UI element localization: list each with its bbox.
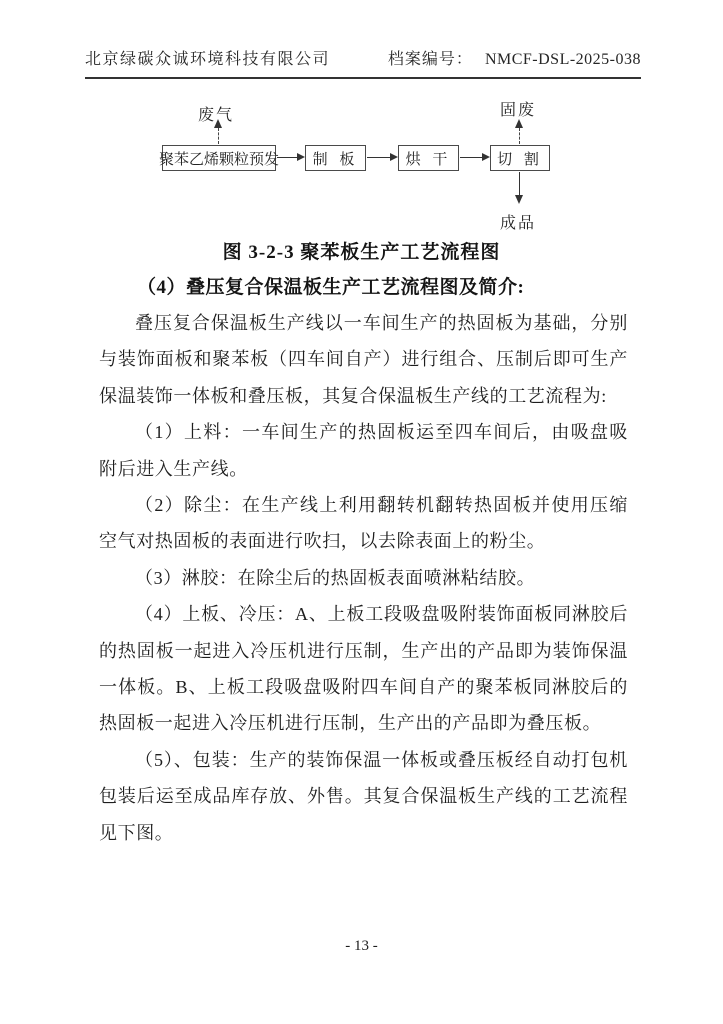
- body-text: [99, 305, 628, 851]
- arrow-right-icon: [460, 157, 482, 158]
- archive-label: 档案编号：: [387, 51, 473, 68]
- archive-number: NMCF-DSL-2025-038: [484, 51, 641, 68]
- waste-gas-label: 废气: [198, 107, 235, 124]
- figure-caption: 图 3-2-3 聚苯板生产工艺流程图: [222, 242, 501, 263]
- flow-step-pre-expansion: 聚苯乙烯颗粒预发: [162, 145, 276, 171]
- dashed-arrow-up-icon: [519, 128, 520, 144]
- page-number: - 13 -: [345, 938, 378, 954]
- section-heading: （4）叠压复合保温板生产工艺流程图及简介:: [137, 277, 525, 298]
- paragraph-intro: 叠压复合保温板生产线以一车间生产的热固板为基础，分别与装饰面板和聚苯板（四车间自产）进行组合、压制后即可生产保温装饰一体板和叠压板，其复合保温板生产线的工艺流程为:: [99, 313, 628, 406]
- flow-step-cutting: 切 割: [490, 145, 550, 171]
- flow-step-board-making: 制 板: [305, 145, 366, 171]
- paragraph-step-1: （1）上料：一车间生产的热固板运至四车间后，由吸盘吸附后进入生产线。: [99, 422, 628, 479]
- product-label: 成品: [500, 215, 537, 232]
- archive-number-group: [388, 46, 641, 69]
- solid-waste-label: 固废: [500, 102, 537, 119]
- paragraph-step-3: （3）淋胶：在除尘后的热固板表面喷淋粘结胶。: [135, 567, 536, 588]
- arrow-down-icon: [519, 172, 520, 196]
- arrow-right-icon: [367, 157, 390, 158]
- flow-step-drying: 烘 干: [398, 145, 459, 171]
- page-header: [85, 46, 641, 79]
- process-flowchart: [0, 95, 723, 235]
- paragraph-step-5: （5）、包装：生产的装饰保温一体板或叠压板经自动打包机包装后运至成品库存放、外售。其复合保温板生产线的工艺流程见下图。: [99, 749, 628, 843]
- paragraph-step-2: （2）除尘：在生产线上利用翻转机翻转热固板并使用压缩空气对热固板的表面进行吹扫，以去除表面上的粉尘。: [99, 495, 628, 552]
- paragraph-step-4: （4）上板、冷压：A、上板工段吸盘吸附装饰面板同淋胶后的热固板一起进入冷压机进行压制，生产出的产品即为装饰保温一体板。B、上板工段吸盘吸附四车间自产的聚苯板同淋胶后的热固板一起进入冷压机进行压制，生产出的产品即为叠压板。: [99, 604, 628, 734]
- company-name: 北京绿碳众诚环境科技有限公司: [85, 51, 331, 68]
- arrow-right-icon: [277, 157, 297, 158]
- dashed-arrow-up-icon: [218, 128, 219, 144]
